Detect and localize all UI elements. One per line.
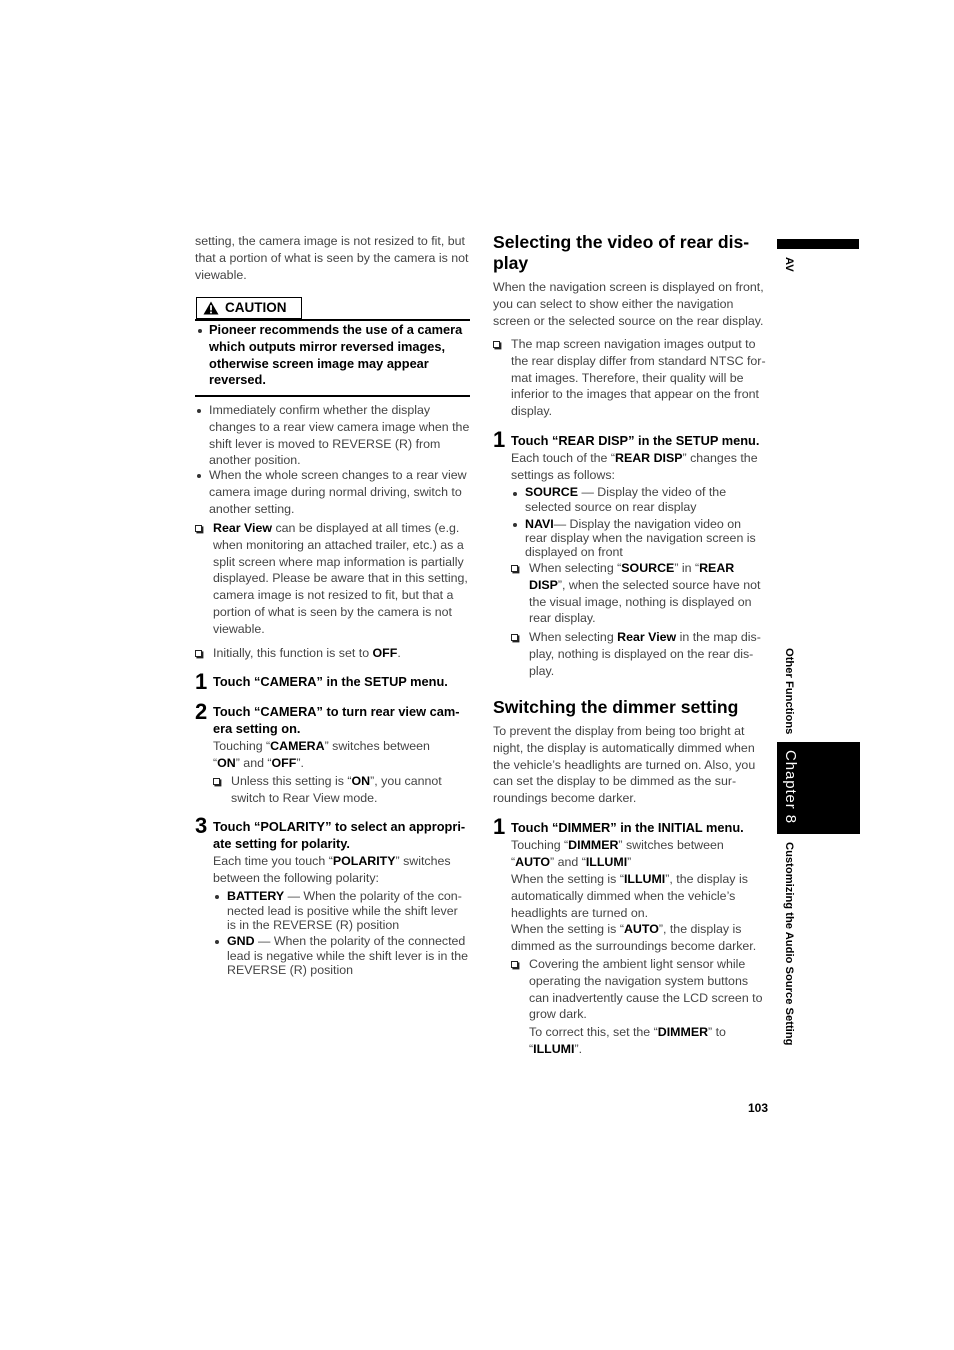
note-checkbox-icon — [195, 650, 202, 657]
step-description — [511, 837, 724, 871]
step-note — [529, 956, 763, 1023]
step-number: 2 — [195, 699, 208, 724]
text-run: Covering the ambient light sensor while operating the navigation system buttons can inadvertently cause the LCD screen to grow dark. — [529, 957, 763, 1022]
page-number: 103 — [748, 1101, 769, 1115]
bold-text-run: Rear View — [213, 521, 273, 535]
text-run: The map screen navigation images output to the rear display differ from standard NTSC for- mat images. Therefore, their quality will be inferior to the images that appear on the front display. — [511, 337, 766, 419]
step-description — [511, 921, 756, 955]
text-run: ” switches between “ — [213, 739, 430, 770]
step-instruction: Touch “POLARITY” to select an appropri- ate setting for polarity. — [213, 819, 466, 851]
text-run: ”, the display is automatically dimmed when the vehicle’s headlights are turned on. — [511, 872, 748, 920]
text-run: When the setting is “ — [511, 872, 624, 886]
bold-text-run: ILLUMI — [585, 854, 628, 869]
step-description — [511, 871, 748, 921]
text-run: To prevent the display from being too bright at night, the display is automatically dimmed when the vehicle’s headlights are turned on. Also, you can set the display to be dimmed as the sur- roundings become darker. — [493, 724, 756, 806]
step-note-followup — [529, 1024, 726, 1058]
polarity-option-battery — [227, 889, 462, 933]
step-number: 1 — [493, 427, 506, 452]
text-run: — When the polarity of the con- nected lead is positive while the shift lever is in the REVERSE (R) position — [227, 889, 462, 932]
text-run: ” — [627, 854, 632, 869]
step-number: 3 — [195, 813, 208, 838]
bold-text-run: SOURCE — [525, 485, 579, 499]
bold-text-run: REAR DISP — [529, 561, 735, 592]
bold-text-run: SOURCE — [621, 561, 675, 575]
text-run: ”, when the selected source have not the visual image, nothing is displayed on rear display. — [529, 577, 761, 626]
caution-bottom-rule — [195, 395, 470, 397]
bold-text-run: ILLUMI — [623, 872, 666, 886]
section-heading-rear-display: Selecting the video of rear dis- play — [493, 232, 750, 273]
text-run: Each time you touch “ — [213, 854, 333, 868]
warning-triangle-icon — [203, 301, 219, 315]
bullet-icon — [198, 329, 202, 333]
bullet-icon — [513, 492, 517, 496]
bullet-icon — [215, 940, 219, 944]
sidebar-section-label: Other Functions — [783, 648, 795, 735]
caution-top-rule — [195, 319, 470, 321]
bold-text-run: DIMMER — [657, 1025, 709, 1039]
polarity-option-gnd — [227, 934, 468, 978]
bullet-icon — [215, 895, 219, 899]
chapter-title: Customizing the Audio Source Setting — [783, 842, 795, 1046]
text-run: setting, the camera image is not resized to fit, but that a portion of what is seen by the camera is not viewable. — [195, 234, 469, 282]
bold-text-run: Rear View — [617, 630, 677, 644]
bold-text-run: REAR DISP — [615, 451, 683, 465]
text-run: Touching “ — [511, 838, 569, 852]
text-run: can be displayed at all times (e.g. when monitoring an attached trailer, etc.) as a split screen where map information is partially displayed. Please be aware that in this setting, camera image is not resized to fit, but that a portion of what is seen by the camera is not viewable. — [213, 521, 468, 636]
text-run: ”. — [296, 755, 304, 770]
note-checkbox-icon — [195, 525, 202, 532]
caution-item: Pioneer recommends the use of a camera which outputs mirror reversed images, otherwise screen image may appear reversed. — [209, 322, 463, 388]
text-run: ”, the display is dimmed as the surroundings become darker. — [511, 922, 757, 953]
intro-paragraph — [195, 233, 468, 283]
text-run: in the map dis- play, nothing is displayed on the rear dis- play. — [529, 630, 761, 678]
note-item — [511, 336, 766, 420]
step-number: 1 — [493, 814, 506, 839]
note-item — [213, 520, 468, 638]
text-run: ” and “ — [235, 755, 272, 770]
text-run: When selecting — [529, 630, 618, 644]
text-run: . — [397, 646, 401, 660]
bold-text-run: OFF — [372, 646, 398, 660]
bullet-icon — [197, 409, 201, 413]
step-number: 1 — [195, 669, 208, 694]
bold-text-run: GND — [227, 934, 255, 948]
bold-text-run: ON — [217, 755, 236, 770]
section-intro — [493, 723, 755, 807]
caution-label: CAUTION — [225, 300, 287, 315]
text-run: To correct this, set the “ — [529, 1025, 658, 1039]
note-checkbox-icon — [511, 565, 518, 572]
text-run: When selecting “ — [529, 561, 622, 575]
text-run: Unless this setting is “ — [231, 774, 352, 788]
step-instruction: Touch “REAR DISP” in the SETUP menu. — [511, 433, 760, 448]
step-instruction: Touch “CAMERA” in the SETUP menu. — [213, 674, 448, 689]
text-run: Each touch of the “ — [511, 451, 616, 465]
note-checkbox-icon — [511, 634, 518, 641]
rear-disp-option-navi — [525, 517, 756, 559]
text-run: — Display the navigation video on rear display when the navigation screen is displayed on front — [525, 517, 756, 559]
step-instruction: Touch “DIMMER” in the INITIAL menu. — [511, 820, 744, 835]
step-note — [529, 629, 761, 679]
text-run: ”. — [574, 1041, 583, 1056]
note-checkbox-icon — [213, 778, 220, 785]
step-description — [213, 738, 430, 772]
bold-text-run: ON — [351, 774, 371, 788]
bold-text-run: OFF — [271, 755, 297, 770]
note-checkbox-icon — [511, 961, 518, 968]
section-heading-dimmer: Switching the dimmer setting — [493, 697, 739, 717]
text-run: ” switches between “ — [511, 838, 724, 869]
note-item — [213, 645, 401, 662]
bold-text-run: BATTERY — [227, 889, 285, 903]
chapter-label: Chapter 8 — [782, 750, 799, 824]
step-note — [529, 560, 760, 627]
sidebar-av-label: AV — [783, 257, 795, 272]
step-description — [511, 450, 758, 484]
text-run: ” changes the settings as follows: — [511, 451, 758, 482]
text-run: ”, you cannot switch to Rear View mode. — [231, 774, 442, 805]
bold-text-run: AUTO — [623, 922, 659, 936]
step-note — [231, 773, 442, 807]
step-instruction: Touch “CAMERA” to turn rear view cam- era setting on. — [213, 704, 460, 736]
text-run: — Display the video of the selected source on rear display — [525, 485, 727, 514]
bullet-icon — [197, 474, 201, 478]
text-run: ” switches between the following polarity: — [213, 854, 451, 885]
bold-text-run: CAMERA — [270, 739, 325, 753]
bold-text-run: AUTO — [515, 854, 551, 869]
bold-text-run: NAVI — [525, 517, 554, 531]
text-run: Touching “ — [213, 739, 271, 753]
bullet-item — [209, 467, 467, 517]
bold-text-run: ILLUMI — [533, 1041, 575, 1056]
text-run: When the whole screen changes to a rear view camera image during normal driving, switch to another setting. — [209, 468, 467, 516]
caution-label-box — [196, 297, 302, 319]
text-run: ” and “ — [550, 854, 586, 869]
bold-text-run: DIMMER — [568, 838, 619, 852]
section-intro — [493, 279, 764, 329]
text-run: ” to “ — [529, 1025, 726, 1056]
text-run: When the navigation screen is displayed on front, you can select to show either the navigation screen or the selected source on the rear display. — [493, 280, 764, 328]
text-run: Initially, this function is set to — [213, 646, 373, 660]
text-run: When the setting is “ — [511, 922, 624, 936]
note-checkbox-icon — [493, 341, 500, 348]
bullet-icon — [513, 523, 517, 527]
sidebar-top-bar — [777, 239, 859, 249]
bullet-item — [209, 402, 469, 469]
text-run: ” in “ — [674, 561, 700, 575]
bold-text-run: POLARITY — [332, 854, 396, 868]
step-description — [213, 853, 451, 887]
text-run: — When the polarity of the connected lead is negative while the shift lever is in the REVERSE (R) position — [227, 934, 469, 977]
text-run: Immediately confirm whether the display changes to a rear view camera image when the shift lever is moved to REVERSE (R) from another position. — [209, 403, 470, 468]
rear-disp-option-source — [525, 485, 726, 515]
